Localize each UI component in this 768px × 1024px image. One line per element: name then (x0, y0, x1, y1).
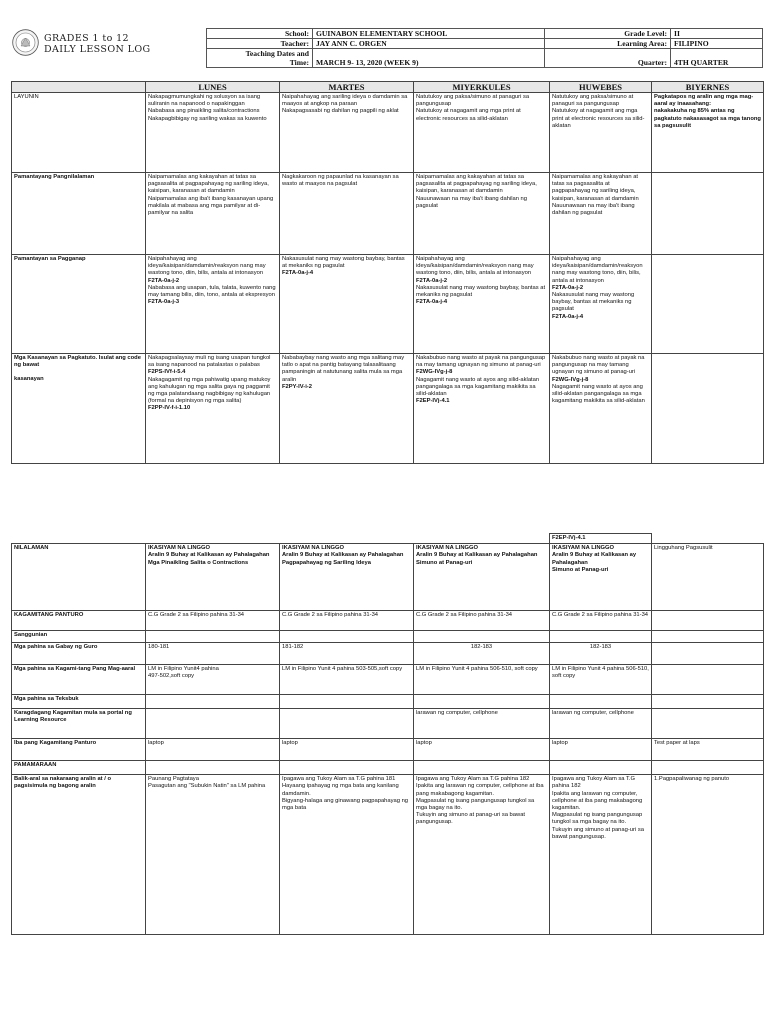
cell-paragraph: F2TA-0a-j-4 (416, 299, 448, 306)
karagdagang-kagamitan-row (12, 709, 764, 739)
day-cell: 181-182 (280, 643, 414, 665)
nilalaman-row (12, 544, 764, 611)
cell-paragraph: 1.Pagpapaliwanag ng panuto (654, 776, 730, 783)
day-cell (550, 775, 652, 935)
row-label: Mga pahina sa Gabay ng Guro (12, 643, 146, 665)
cell-paragraph: F2TA-0a-j-4 (552, 313, 584, 320)
cell-paragraph: Paunang Pagtataya (148, 776, 199, 783)
day-cell (146, 354, 280, 464)
cell-paragraph: Ipakita ang larawan ng computer, cellphone at iba pang makabagong kagamitan. (416, 783, 544, 797)
day-cell: 182-183 (414, 643, 550, 665)
cell-paragraph: Magpasulat ng isang pangungusap tungkol sa mga bagay na ito. (416, 797, 535, 812)
cell-paragraph: Aralin 9 Buhay at Kalikasan ay Pahalagahan (282, 552, 404, 559)
day-cell: C.G Grade 2 sa Filipino pahina 31-34 (414, 611, 550, 631)
day-cell (550, 93, 652, 173)
day-cell (280, 775, 414, 935)
sanggunian-row (12, 631, 764, 643)
iba-pang-kagamitan-row (12, 739, 764, 761)
day-header: LUNES (146, 82, 280, 93)
row-label: Karagdagang Kagamitan mula sa portal ng Learning Resource (12, 709, 146, 739)
kagamitang-panturo-row (12, 611, 764, 631)
teaching-dates-label: Teaching Dates and Time: (207, 49, 313, 68)
teacher-value: JAY ANN C. ORGEN (313, 39, 545, 49)
cell-paragraph: LM in Filipino Yunit4 pahina (148, 666, 219, 673)
day-cell (280, 93, 414, 173)
day-cell (414, 775, 550, 935)
day-cell (550, 665, 652, 695)
cell-paragraph: Nagkakaroon ng papaunlad na kasanayan sa wasto at maayos na pagsulat (282, 174, 399, 188)
cell-paragraph: Nababasa ang usapan, tula, talata, kuwento nang may tamang bilis, diin, tono, antala at ekspresyon (148, 284, 276, 299)
cell-paragraph: Aralin 9 Buhay at Kalikasan ay Pahalagahan (552, 552, 637, 566)
day-cell (652, 544, 764, 611)
cell-paragraph: Ipagawa ang Tukoy Alam sa T.G pahina 181 (282, 776, 396, 783)
grade-level-value: II (671, 29, 763, 39)
day-cell: Test paper at laps (652, 739, 764, 761)
school-value: GUINABON ELEMENTARY SCHOOL (313, 29, 545, 39)
title-daily-lesson-log: DAILY LESSON LOG (44, 44, 151, 55)
cell-paragraph: Nababaybay nang wasto ang mga salitang may tatlo o apat na pantig batayang talasalitaang pampaningin at natutunang salita mula sa mga aralin (282, 355, 405, 383)
teacher-label: Teacher: (207, 39, 313, 49)
day-cell: larawan ng computer, cellphone (550, 709, 652, 739)
cell-paragraph: Simuno at Panag-uri (552, 566, 609, 573)
cell-paragraph: F2TA-0a-j-2 (416, 277, 448, 284)
day-cell (146, 173, 280, 255)
cell-paragraph: Nakagagamit ng mga pahiwatig upang matukoy ang kahulugan ng mga salita gaya ng paggamit ng mga palatandaang nagbibigay ng kahulugan (formal na depinisyon ng mga salita) (148, 376, 271, 405)
day-cell: C.G Grade 2 sa Filipino pahina 31-34 (146, 611, 280, 631)
row-label: Pamantayan sa Pagganap (12, 255, 146, 354)
day-cell (146, 255, 280, 354)
cell-paragraph: Natutukoy at nagagamit ang mga print at electronic resources sa silid-aklatan (416, 108, 521, 122)
cell-paragraph: Nakapagsasabi ng dahilan ng pagpili ng aklat (282, 108, 399, 115)
day-cell (280, 354, 414, 464)
cell-paragraph: F2TA-0a-j-2 (552, 284, 584, 291)
cell-paragraph: LM in Filipino Yunit 4 pahina 506-510, soft copy (416, 666, 538, 673)
learning-area-label: Learning Area: (545, 39, 671, 49)
cell-paragraph: F2PS-IVf-i-5.4 (148, 369, 186, 376)
cell-paragraph: Naipamamalas ang iba't ibang kasanayan upang makilala at mabasa ang mga pamilyar at di-pamilyar na salita (148, 195, 274, 217)
day-cell (652, 709, 764, 739)
gabay-ng-guro-row (12, 643, 764, 665)
quarter-value: 4TH QUARTER (671, 49, 763, 68)
cell-paragraph: Pagpapahayag ng Sariling Ideya (282, 559, 371, 566)
row-label: Sanggunian (12, 631, 146, 643)
cell-paragraph: F2WG-IVg-j-8 (416, 369, 453, 376)
day-cell (146, 709, 280, 739)
row-label: NILALAMAN (12, 544, 146, 611)
cell-paragraph: Nakabubuo nang wasto at payak na pangungusap na may tamang ugnayan ng simuno at panag-uri (552, 355, 645, 376)
cell-paragraph: IKASIYAM NA LINGGO (552, 545, 615, 552)
cell-paragraph: Natutukoy ang paksa/simuno at panaguri sa pangungusap (552, 94, 634, 108)
cell-paragraph: Natutukoy ang paksa/simuno at panaguri sa pangungusap (416, 94, 530, 108)
cell-paragraph: IKASIYAM NA LINGGO (416, 545, 479, 552)
cell-paragraph: LM in Filipino Yunit 4 pahina 503-505,soft copy (282, 666, 403, 673)
cell-paragraph: 497-502,soft copy (148, 673, 195, 680)
cell-paragraph: F2TA-0a-j-3 (148, 299, 180, 306)
cell-paragraph: Bigyang-halaga ang ginawang pagpapahayag ng mga bata (282, 797, 409, 812)
row-label: PAMAMARAAN (12, 761, 146, 775)
day-cell (414, 544, 550, 611)
day-cell (414, 665, 550, 695)
day-cell (652, 93, 764, 173)
cell-paragraph: F2TA-0a-j-2 (148, 277, 180, 284)
day-cell (414, 173, 550, 255)
cell-paragraph: Hayaang ipahayag ng mga bata ang kanilang damdamin. (282, 783, 399, 797)
cell-paragraph: Ipagawa ang Tukoy Alam sa T.G pahina 182 (552, 776, 636, 790)
kagamitang-mag-aaral-row (12, 665, 764, 695)
day-cell (280, 255, 414, 354)
layunin-row (12, 93, 764, 173)
cell-paragraph: Naipahahayag ang ideya/kaisipan/damdamin/reaksyon nang may wastong tono, diin, bilis, antala at intonasyon (552, 256, 643, 284)
day-cell (550, 173, 652, 255)
cell-paragraph: Nakapagsalaysay muli ng isang usapan tungkol sa isang napanood na patalastas o palabas (148, 355, 271, 369)
day-cell (652, 173, 764, 255)
cell-paragraph: Nauunawaan na may iba't ibang dahilan ng pagsulat (552, 202, 635, 217)
cell-paragraph: Aralin 9 Buhay at Kalikasan ay Pahalagahan (416, 552, 538, 559)
row-label: Mga pahina sa Teksbuk (12, 695, 146, 709)
cell-paragraph: Natutukoy at nagagamit ang mga print at electronic resources sa silid-aklatan (552, 108, 645, 129)
balik-aral-row (12, 775, 764, 935)
cell-paragraph: Lingguhang Pagsusulit (654, 545, 713, 552)
day-header: MARTES (280, 82, 414, 93)
carryover-row (12, 534, 764, 544)
cell-paragraph: Pagkatapos ng aralin ang mga mag-aaral ay inaasahang: (654, 94, 754, 108)
pamantayang-pangnilalaman-row (12, 173, 764, 255)
day-cell (146, 665, 280, 695)
row-label: Iba pang Kagamitang Panturo (12, 739, 146, 761)
cell-paragraph: F2WG-IVg-j-8 (552, 376, 589, 383)
quarter-label: Quarter: (545, 49, 671, 68)
cell-paragraph: IKASIYAM NA LINGGO (148, 545, 211, 552)
day-header: BIYERNES (652, 82, 764, 93)
day-cell (652, 665, 764, 695)
day-cell (652, 611, 764, 631)
day-cell: 182-183 (550, 643, 652, 665)
learning-area-value: FILIPINO (671, 39, 763, 49)
cell-paragraph: Ipagawa ang Tukoy Alam sa T.G pahina 182 (416, 776, 530, 783)
cell-paragraph: Naipahahayag ang ideya/kaisipan/damdamin/reaksyon nang may wastong tono, diin, bilis, antala at intonasyon (416, 256, 534, 277)
day-cell (550, 544, 652, 611)
day-header: HUWEBES (550, 82, 652, 93)
day-cell: C.G Grade 2 sa Filipino pahina 31-34 (550, 611, 652, 631)
day-cell (550, 354, 652, 464)
cell-paragraph: Nauunawaan na may iba't ibang dahilan ng pagsulat (416, 195, 528, 209)
cell-paragraph: F2EP-IVj-4.1 (416, 398, 450, 405)
day-cell (414, 255, 550, 354)
day-cell (280, 544, 414, 611)
lesson-table-part2 (11, 533, 764, 935)
day-cell (146, 544, 280, 611)
day-cell (414, 354, 550, 464)
day-cell (652, 354, 764, 464)
day-cell: laptop (280, 739, 414, 761)
row-label: LAYUNIN (12, 93, 146, 173)
pamantayan-sa-pagganap-row (12, 255, 764, 354)
cell-paragraph: Naipahahayag ang ideya/kaisipan/damdamin/reaksyon nang may wastong tono, diin, bilis, antala at intonasyon (148, 256, 266, 277)
day-cell (280, 709, 414, 739)
cell-paragraph: F2PP-IV-f-i-1.10 (148, 405, 191, 412)
cell-paragraph: IKASIYAM NA LINGGO (282, 545, 345, 552)
day-cell: larawan ng computer, cellphone (414, 709, 550, 739)
row-label: Pamantayang Pangnilalaman (12, 173, 146, 255)
form-title (44, 33, 204, 55)
day-cell (280, 173, 414, 255)
cell-paragraph: Nakasusulat nang may wastong baybay, bantas at mekaniks ng pagsulat (416, 284, 546, 299)
day-cell: laptop (414, 739, 550, 761)
cell-paragraph: Naipahahayag ang sariling ideya o damdamin sa maayos at angkop na paraan (282, 94, 408, 108)
cell-paragraph: Nakapagmumungkahi ng solusyon sa isang suliranin na napanood o napakinggan (148, 94, 261, 108)
cell-paragraph: Nakasusulat nang may wastong baybay, bantas at mekaniks ng pagsulat (552, 292, 635, 313)
cell-paragraph: Nababasa ang pinaikling salita/contractions (148, 108, 260, 115)
row-label: Mga Kasanayan sa Pagkatuto. Isulat ang code ng bawat kasanayan (12, 354, 146, 464)
cell-paragraph: Naipamamalas ang kakayahan at tatas sa pagsasalita at pagpapahayag ng sariling ideya, kaisipan, karanasan at damdamin (148, 174, 269, 195)
cell-paragraph: nakakakuha ng 85% antas ng pagkatuto nakasasagot sa mga tanong sa pagsusulit (654, 108, 761, 129)
cell-paragraph: Simuno at Panag-uri (416, 559, 473, 566)
cell-paragraph: Tukuyin ang simuno at panag-uri sa bawat pangungusap. (552, 826, 644, 840)
cell-paragraph: Magpasulat ng isang pangungusap tungkol sa mga bagay na ito. (552, 812, 643, 826)
cell-paragraph: Mga Pinaikling Salita o Contractions (148, 559, 249, 566)
day-cell: 180-181 (146, 643, 280, 665)
day-cell: laptop (550, 739, 652, 761)
day-cell: laptop (146, 739, 280, 761)
day-cell (146, 775, 280, 935)
pamamaraan-row (12, 761, 764, 775)
header-info-table (206, 28, 763, 68)
cell-paragraph: F2TA-0a-j-4 (282, 270, 314, 277)
day-cell (146, 93, 280, 173)
cell-paragraph: Tukuyin ang simuno at panag-uri sa bawat pangungusap. (416, 812, 526, 826)
cell-paragraph: Naipamamalas ang kakayahan at tatas sa pagsasalita at pagpapahayag ng sariling ideya, kaisipan, karanasan at damdamin (416, 174, 537, 195)
cell-paragraph: Pasagutan ang "Subukin Natin" sa LM pahina (148, 783, 266, 790)
cell-paragraph: Nakasusulat nang may wastong baybay, bantas at mekaniks ng pagsulat (282, 256, 405, 270)
day-cell (414, 93, 550, 173)
cell-paragraph: Aralin 9 Buhay at Kalikasan ay Pahalagahan (148, 552, 270, 559)
cell-paragraph: Nakabubuo nang wasto at payak na pangungusap na may tamang ugnayan ng simuno at panag-uri (416, 355, 546, 369)
title-grades: GRADES 1 to 12 (44, 33, 129, 44)
cell-paragraph: F2PY-IV-i-2 (282, 383, 312, 390)
carryover-code: F2EP-IVj-4.1 (550, 534, 652, 544)
cell-paragraph: LM in Filipino Yunit 4 pahina 506-510, soft copy (552, 666, 649, 680)
kasanayan-sa-pagkatuto-row (12, 354, 764, 464)
teksbuk-row (12, 695, 764, 709)
cell-paragraph: Nagagamit nang wasto at ayos ang silid-aklatan pangangalaga sa mga kagamitang makikita sa silid-aklatan (552, 383, 645, 405)
teaching-dates-value: MARCH 9- 13, 2020 (WEEK 9) (313, 49, 545, 68)
day-cell (652, 775, 764, 935)
corner-cell (12, 82, 146, 93)
day-cell (550, 255, 652, 354)
day-header: MIYERKULES (414, 82, 550, 93)
school-label: School: (207, 29, 313, 39)
day-cell (280, 665, 414, 695)
grade-level-label: Grade Level: (545, 29, 671, 39)
cell-paragraph: Nagagamit nang wasto at ayos ang silid-aklatan pangangalaga sa mga kagamitang makikita sa silid-aklatan (416, 376, 540, 398)
cell-paragraph: Nakapagbibigay ng sariling wakas sa kuwento (148, 115, 267, 122)
cell-paragraph: Naipamamalas ang kakayahan at tatas sa pagsasalita at pagpapahayag ng sariling ideya, kaisipan, karanasan at damdamin (552, 174, 639, 202)
row-label: Balik-aral sa nakaraang aralin at / o pagsisimula ng bagong aralin (12, 775, 146, 935)
cell-paragraph: Ipakita ang larawan ng computer, cellphone at iba pang makabagong kagamitan. (552, 790, 643, 812)
day-cell (652, 643, 764, 665)
day-cell: C.G Grade 2 sa Filipino pahina 31-34 (280, 611, 414, 631)
row-label: KAGAMITANG PANTURO (12, 611, 146, 631)
row-label: Mga pahina sa Kagami-tang Pang Mag-aaral (12, 665, 146, 695)
deped-seal-icon (12, 29, 39, 56)
days-header-row (12, 82, 764, 93)
day-cell (652, 255, 764, 354)
lesson-table-part1 (11, 81, 764, 464)
